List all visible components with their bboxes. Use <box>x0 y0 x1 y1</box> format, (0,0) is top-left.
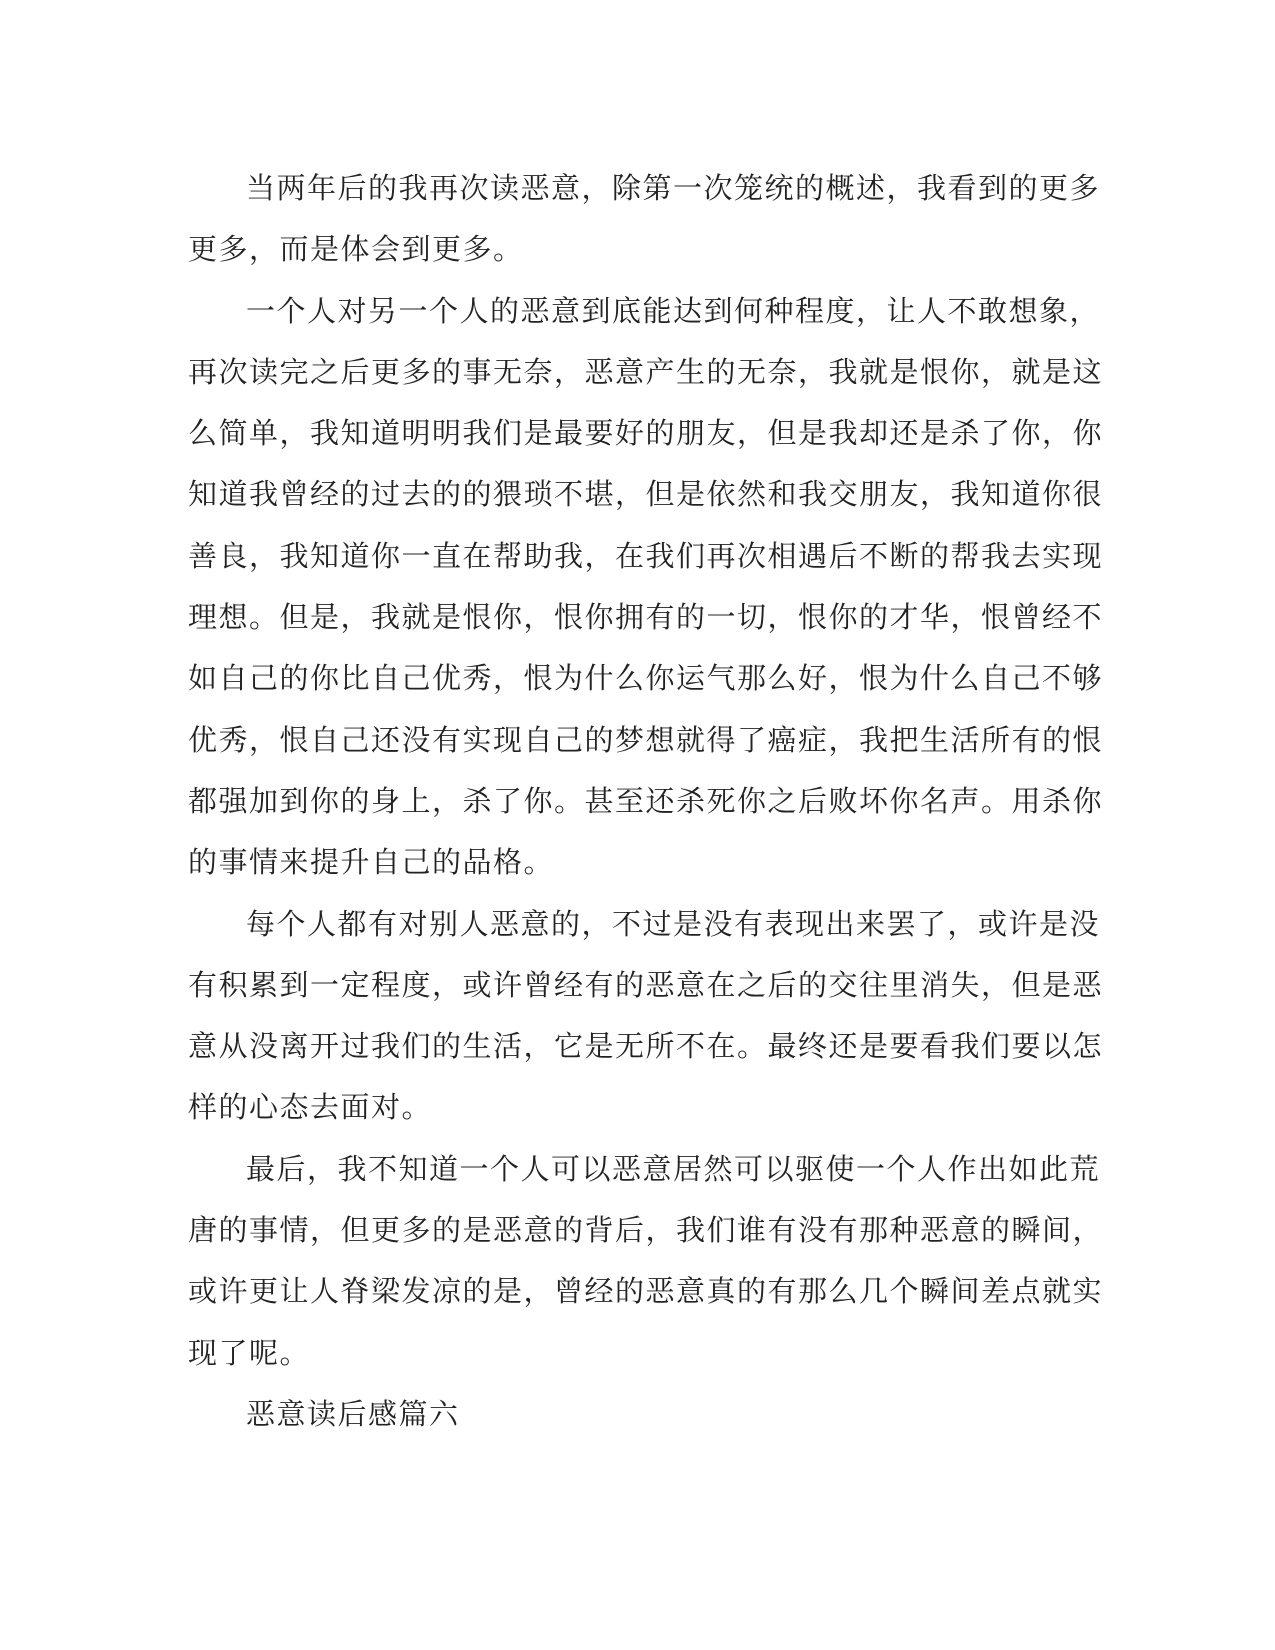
text-line: 现了呢。 <box>188 1335 311 1370</box>
text-line: 唐的事情，但更多的是恶意的背后，我们谁有没有那种恶意的瞬间， <box>188 1213 1104 1248</box>
text-line: 么简单，我知道明明我们是最要好的朋友，但是我却还是杀了你，你 <box>188 416 1104 451</box>
text-line: 理想。但是，我就是恨你，恨你拥有的一切，恨你的才华，恨曾经不 <box>188 600 1104 635</box>
document-body <box>188 158 1104 1445</box>
text-line: 恶意读后感篇六 <box>246 1396 460 1431</box>
section-heading <box>188 1384 1078 1445</box>
text-line: 再次读完之后更多的事无奈，恶意产生的无奈，我就是恨你，就是这 <box>188 354 1104 389</box>
paragraph-3 <box>188 894 1104 1139</box>
text-line: 的事情来提升自己的品格。 <box>188 845 555 880</box>
text-line: 每个人都有对别人恶意的，不过是没有表现出来罢了，或许是没 <box>246 906 1101 941</box>
text-line: 最后，我不知道一个人可以恶意居然可以驱使一个人作出如此荒 <box>246 1151 1101 1186</box>
text-line: 或许更让人脊梁发凉的是，曾经的恶意真的有那么几个瞬间差点就实 <box>188 1274 1104 1309</box>
text-line: 都强加到你的身上，杀了你。甚至还杀死你之后败坏你名声。用杀你 <box>188 783 1104 818</box>
text-line: 优秀，恨自己还没有实现自己的梦想就得了癌症，我把生活所有的恨 <box>188 722 1104 757</box>
text-line: 知道我曾经的过去的的猥琐不堪，但是依然和我交朋友，我知道你很 <box>188 477 1104 512</box>
paragraph-2 <box>188 281 1104 894</box>
text-line: 样的心态去面对。 <box>188 1090 433 1125</box>
paragraph-4 <box>188 1139 1104 1384</box>
text-line: 一个人对另一个人的恶意到底能达到何种程度，让人不敢想象， <box>246 293 1101 328</box>
text-line: 当两年后的我再次读恶意，除第一次笼统的概述，我看到的更多 <box>246 171 1101 205</box>
text-line: 有积累到一定程度，或许曾经有的恶意在之后的交往里消失，但是恶 <box>188 967 1104 1002</box>
text-line: 意从没离开过我们的生活，它是无所不在。最终还是要看我们要以怎 <box>188 1029 1104 1064</box>
text-line: 更多，而是体会到更多。 <box>188 232 524 267</box>
text-line: 如自己的你比自己优秀，恨为什么你运气那么好，恨为什么自己不够 <box>188 661 1104 696</box>
text-line: 善良，我知道你一直在帮助我，在我们再次相遇后不断的帮我去实现 <box>188 538 1104 573</box>
paragraph-1 <box>188 158 1101 281</box>
